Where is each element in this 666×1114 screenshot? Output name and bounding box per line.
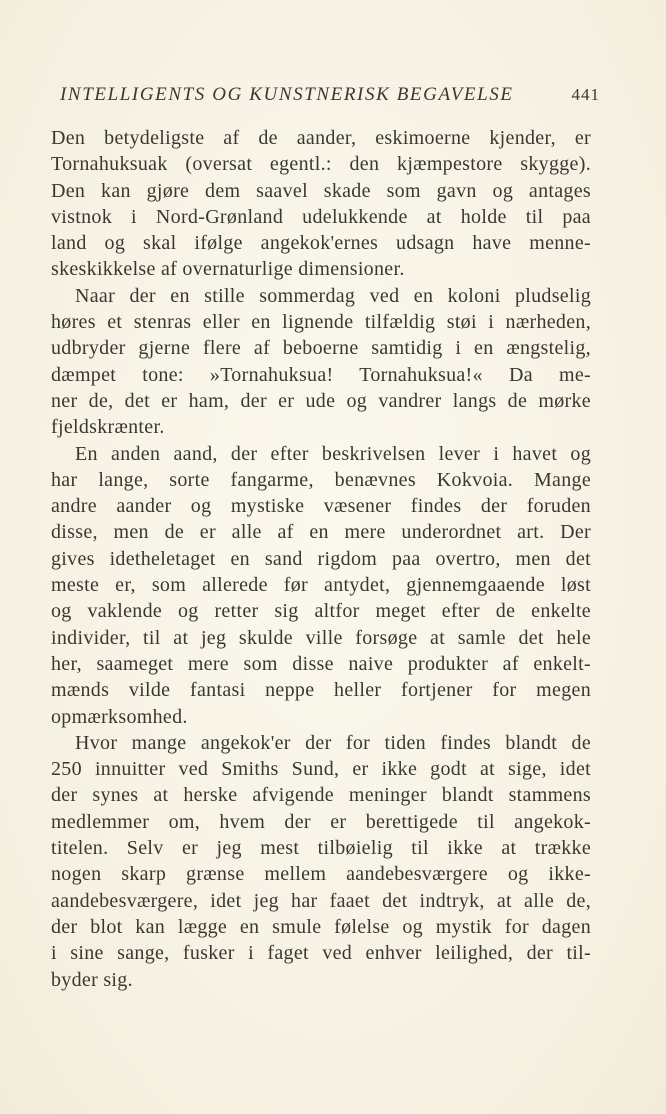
text-line: høres et stenras eller en lignende tilfældig støi i nærheden, — [51, 311, 591, 334]
text-line: dæmpet tone: »Tornahuksua! Tornahuksua!« Da me- — [51, 363, 591, 386]
text-line: vistnok i Nord-Grønland udelukkende at holde til paa — [51, 205, 591, 228]
text-line: Den kan gjøre dem saavel skade som gavn og antages — [51, 179, 591, 202]
text-line: individer, til at jeg skulde ville forsøge at samle det hele — [51, 626, 591, 649]
body-text — [51, 125, 591, 993]
text-line: Den betydeligste af de aander, eskimoerne kjender, er — [51, 127, 591, 149]
text-line: Naar der en stille sommerdag ved en koloni pludselig — [75, 284, 591, 307]
text-line: ner de, det er ham, der er ude og vandrer langs de mørke — [51, 389, 591, 412]
text-line: medlemmer om, hvem der er berettigede til angekok- — [51, 810, 591, 833]
text-line: Hvor mange angekok'er der for tiden findes blandt de — [75, 731, 591, 754]
text-line: En anden aand, der efter beskrivelsen lever i havet og — [75, 442, 591, 465]
text-line: Tornahuksuak (oversat egentl.: den kjæmpestore skygge). — [51, 153, 591, 176]
running-title: INTELLIGENTS OG KUNSTNERISK BEGAVELSE — [60, 84, 514, 105]
text-line: udbryder gjerne flere af beboerne samtidig i en ængstelig, — [51, 337, 591, 360]
text-line: skeskikkelse af overnaturlige dimensioner. — [51, 258, 405, 281]
text-line: der synes at herske afvigende meninger blandt stammens — [51, 784, 591, 807]
paragraph — [51, 125, 591, 283]
text-line: land og skal ifølge angekok'ernes udsagn have menne- — [51, 232, 591, 255]
paragraph — [51, 441, 591, 730]
text-line: gives idetheletaget en sand rigdom paa overtro, men det — [51, 547, 591, 570]
text-line: mænds vilde fantasi neppe heller fortjener for megen — [51, 679, 591, 702]
text-line: har lange, sorte fangarme, benævnes Kokvoia. Mange — [51, 468, 591, 491]
paragraph — [51, 283, 591, 441]
text-line: andre aander og mystiske væsener findes der foruden — [51, 495, 591, 518]
text-line: opmærksomhed. — [51, 705, 188, 728]
text-line: der blot kan lægge en smule følelse og mystik for dagen — [51, 915, 591, 938]
text-line: disse, men de er alle af en mere underordnet art. Der — [51, 521, 591, 544]
page-number: 441 — [571, 85, 600, 104]
text-line: byder sig. — [51, 968, 133, 991]
text-line: titelen. Selv er jeg mest tilbøielig til ikke at trække — [51, 837, 591, 860]
running-head — [60, 84, 600, 108]
text-line: nogen skarp grænse mellem aandebesværgere og ikke- — [51, 863, 591, 886]
text-line: aandebesværgere, idet jeg har faaet det indtryk, at alle de, — [51, 889, 591, 912]
text-line: 250 innuitter ved Smiths Sund, er ikke godt at sige, idet — [51, 758, 591, 781]
text-line: her, saameget mere som disse naive produkter af enkelt- — [51, 652, 591, 675]
text-line: fjeldskrænter. — [51, 416, 165, 439]
text-line: meste er, som allerede før antydet, gjennemgaaende løst — [51, 574, 591, 597]
text-line: og vaklende og retter sig altfor meget efter de enkelte — [51, 600, 591, 623]
paragraph — [51, 730, 591, 993]
text-line: i sine sange, fusker i faget ved enhver leilighed, der til- — [51, 942, 591, 965]
